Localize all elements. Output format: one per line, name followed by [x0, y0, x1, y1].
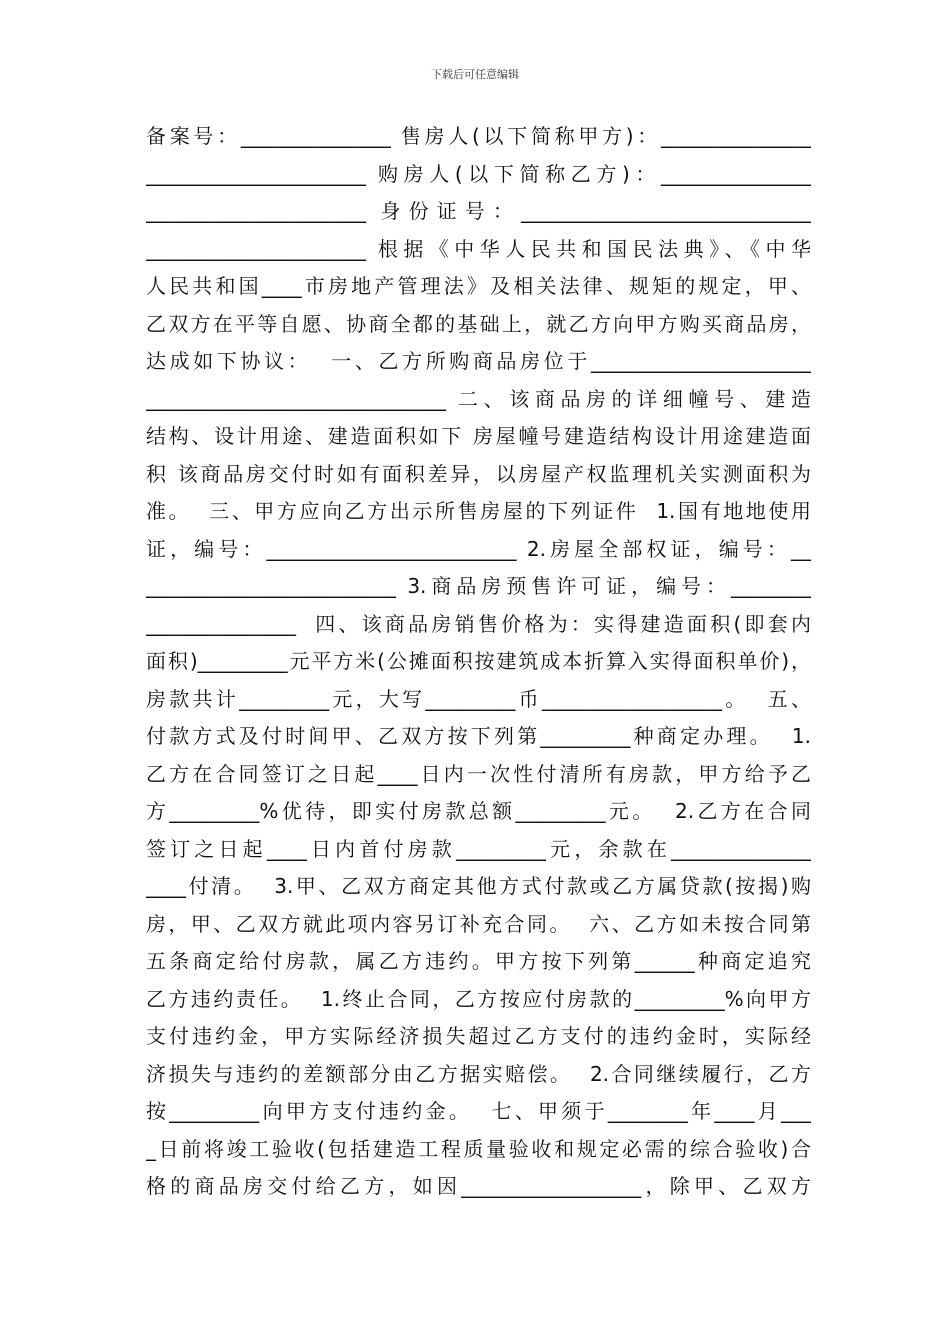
text-line: 人民共和国____市房地产管理法》及相关法律、规矩的规定，甲、 [146, 274, 811, 298]
text-line: 乙方在合同签订之日起____日内一次性付清所有房款，甲方给予乙 [146, 761, 811, 786]
text-line: _______________ 四、该商品房销售价格为：实得建造面积(即套内 [146, 611, 811, 636]
text-line: 支付违约金，甲方实际经济损失超过乙方支付的违约金时，实际经 [146, 1024, 811, 1048]
text-line: 面积)_________元平方米(公摊面积按建筑成本折算入实得面积单价)， [146, 649, 811, 673]
text-line: 备案号：_______________ 售房人(以下简称甲方)：_______________ [146, 124, 811, 148]
text-line: 结构、设计用途、建造面积如下 房屋幢号建造结构设计用途建造面 [146, 424, 811, 448]
text-line: ______________________ 根据《中华人民共和国民法典》、《中华 [146, 236, 811, 261]
text-line: 格的商品房交付给乙方，如因__________________，除甲、乙双方 [146, 1174, 811, 1198]
text-line: _________________________ 3.商品房预售许可证，编号：________ [146, 574, 811, 598]
text-line: 准。 三、甲方应向乙方出示所售房屋的下列证件 1.国有地地使用 [146, 499, 811, 523]
text-line: 方_________%优待，即实付房款总额_________元。 2.乙方在合同 [146, 799, 811, 823]
text-line: 付款方式及付时间甲、乙双方按下列第_________种商定办理。 1. [146, 724, 811, 748]
text-line: _日前将竣工验收(包括建造工程质量验收和规定必需的综合验收)合 [146, 1136, 811, 1161]
text-line: 济损失与违约的差额部分由乙方据实赔偿。 2.合同继续履行，乙方 [146, 1061, 811, 1086]
text-line: 乙双方在平等自愿、协商全都的基础上，就乙方向甲方购买商品房， [146, 311, 811, 336]
contract-body [146, 118, 811, 1206]
text-line: ____付清。 3.甲、乙双方商定其他方式付款或乙方属贷款(按揭)购 [146, 874, 811, 898]
text-line: 乙方违约责任。 1.终止合同，乙方按应付房款的_________%向甲方 [146, 986, 811, 1011]
page-header-note: 下载后可任意编辑 [431, 68, 519, 81]
text-line: 按_________向甲方支付违约金。 七、甲须于________年____月___ [146, 1099, 811, 1123]
text-line: 达成如下协议： 一、乙方所购商品房位于______________________ [146, 349, 811, 373]
text-line: 积 该商品房交付时如有面积差异，以房屋产权监理机关实测面积为 [146, 461, 811, 486]
text-line: 签订之日起____日内首付房款_________元，余款在______________ [146, 836, 811, 861]
text-line: ______________________ 身份证号：_____________________________ [146, 199, 811, 223]
text-line: 房款共计_________元，大写_________币__________________。 五、 [146, 686, 811, 711]
text-line: 五条商定给付房款，属乙方违约。甲方按下列第______种商定追究 [146, 949, 811, 973]
text-line: ______________________ 购房人(以下简称乙方)：_______________ [146, 161, 811, 186]
text-line: ______________________________ 二、该商品房的详细幢号、建造 [146, 386, 811, 411]
text-line: 证，编号：_________________________ 2.房屋全部权证，编号：__ [146, 536, 811, 561]
text-line: 房，甲、乙双方就此项内容另订补充合同。 六、乙方如未按合同第 [146, 911, 811, 936]
